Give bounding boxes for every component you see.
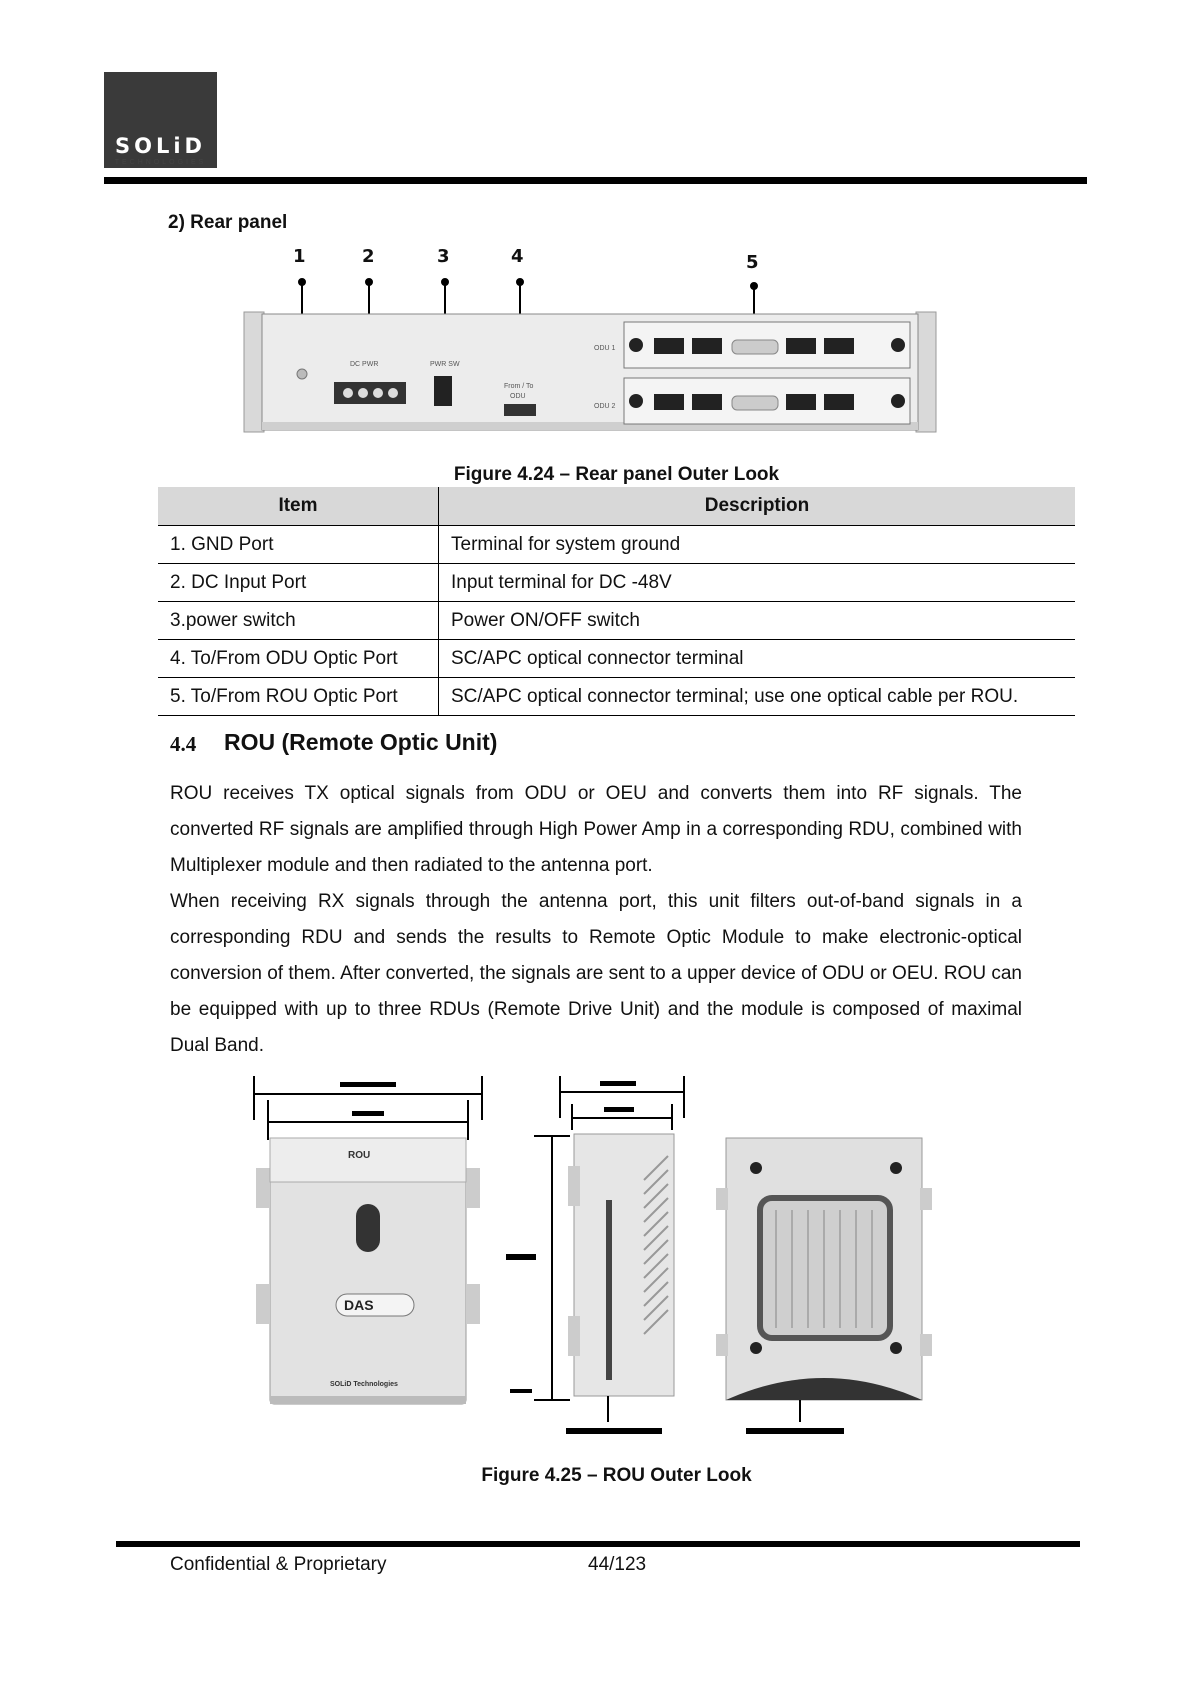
table-cell-description: Terminal for system ground [439, 526, 1076, 564]
solid-label: SOLiD Technologies [330, 1381, 398, 1388]
section-body [170, 776, 1022, 1064]
figure-caption: Figure 4.24 – Rear panel Outer Look [453, 464, 780, 485]
table-cell-item: 3.power switch [158, 602, 439, 640]
footer-rule [116, 1541, 1080, 1547]
logo-subtitle: TECHNOLOGIES [114, 159, 207, 166]
section-number: 4.4 [170, 732, 197, 756]
dc-pwr-label: DC PWR [350, 361, 379, 368]
footer-confidential: Confidential & Proprietary [170, 1554, 387, 1575]
paragraph: When receiving RX signals through the antenna port, this unit filters out-of-band signals in a corresponding RDU and sends the results to Remote Optic Module to make electronic-optical conversion of them. After converted, the signals are sent to a upper device of ODU or OEU. ROU can be equipped with up to three RDUs (Remote Drive Unit) and the module is composed of maximal Dual Band. [170, 891, 1022, 1056]
table-cell-description: SC/APC optical connector terminal; use one optical cable per ROU. [439, 678, 1076, 716]
rear-panel-figure [240, 270, 960, 446]
figure-caption: Figure 4.25 – ROU Outer Look [481, 1465, 752, 1486]
page-number: 44/123 [588, 1554, 647, 1575]
table-header-row [158, 487, 1075, 526]
rou-figure [240, 1070, 960, 1440]
table-cell-description: Input terminal for DC -48V [439, 564, 1076, 602]
rou-front-label: ROU [348, 1150, 371, 1161]
column-header: Item [158, 487, 439, 526]
odu-label: ODU [510, 393, 526, 400]
table-row [158, 678, 1075, 716]
odu1-label: ODU 1 [594, 345, 616, 352]
table-cell-item: 5. To/From ROU Optic Port [158, 678, 439, 716]
table-cell-item: 4. To/From ODU Optic Port [158, 640, 439, 678]
from-to-label: From / To [504, 383, 534, 390]
table-row [158, 602, 1075, 640]
das-logo: DAS [344, 1297, 374, 1313]
header-rule [104, 177, 1087, 184]
table-row [158, 564, 1075, 602]
table-cell-description: Power ON/OFF switch [439, 602, 1076, 640]
callout-number: 1 [293, 246, 306, 267]
logo-wordmark: SOLiD [115, 134, 206, 158]
rear-panel-table [158, 487, 1075, 716]
rear-panel-heading: 2) Rear panel [168, 212, 288, 233]
table-row [158, 526, 1075, 564]
callout-number: 3 [437, 246, 450, 267]
section-title: ROU (Remote Optic Unit) [224, 729, 498, 755]
table-cell-description: SC/APC optical connector terminal [439, 640, 1076, 678]
paragraph: ROU receives TX optical signals from ODU or OEU and converts them into RF signals. The converted RF signals are amplified through High Power Amp in a corresponding RDU, combined with Multiplexer module and then radiated to the antenna port. [170, 783, 1022, 876]
callout-number: 5 [746, 252, 759, 273]
table-cell-item: 1. GND Port [158, 526, 439, 564]
odu2-label: ODU 2 [594, 403, 616, 410]
table-row [158, 640, 1075, 678]
column-header: Description [439, 487, 1076, 526]
callout-number: 4 [511, 246, 524, 267]
table-cell-item: 2. DC Input Port [158, 564, 439, 602]
pwr-sw-label: PWR SW [430, 361, 460, 368]
callout-number: 2 [362, 246, 375, 267]
